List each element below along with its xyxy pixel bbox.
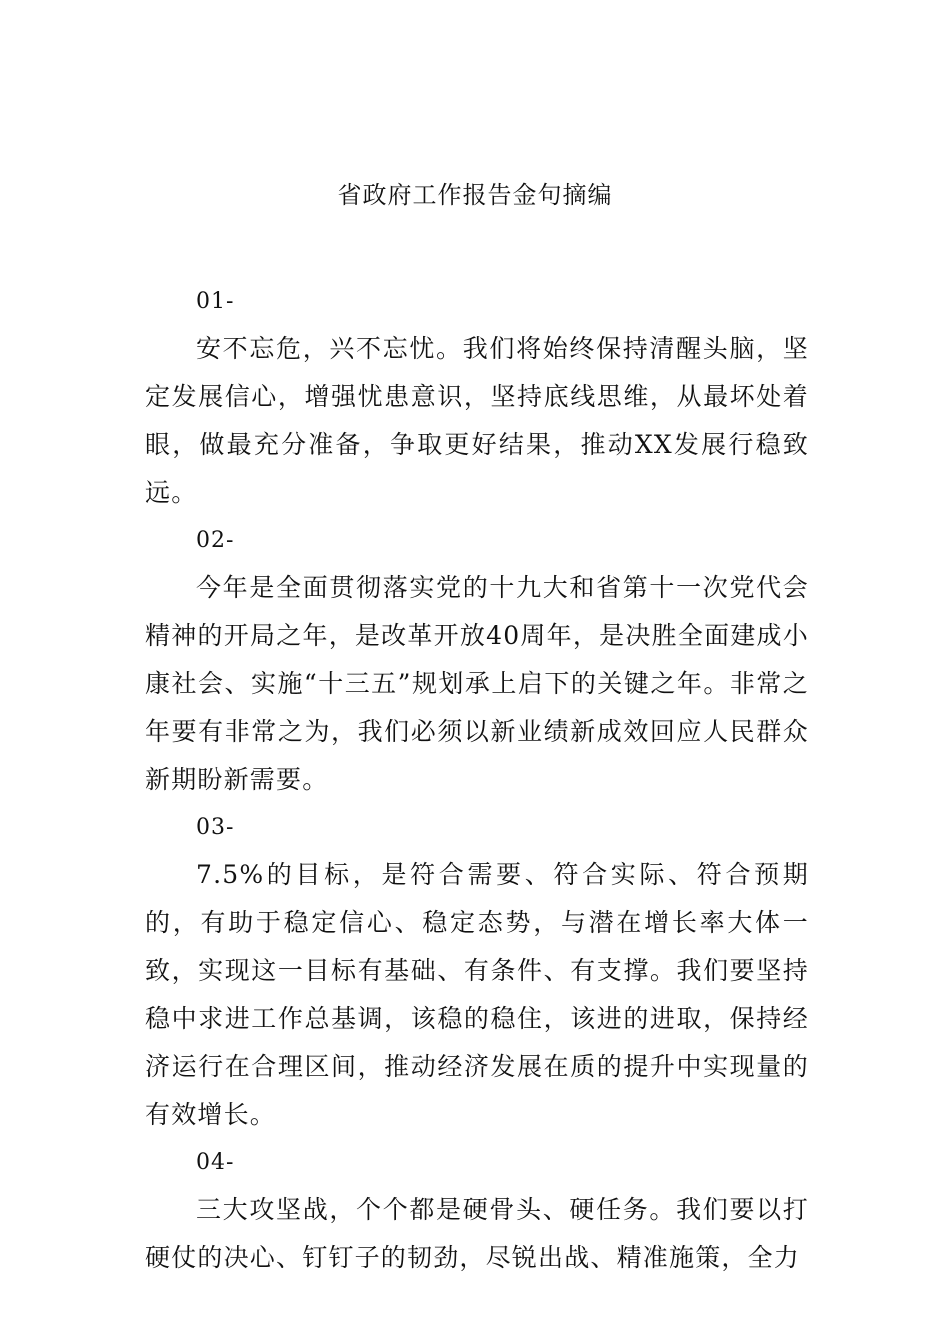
- section-03: [145, 804, 809, 1139]
- section-number: 04-: [196, 1150, 235, 1175]
- section-number: 03-: [196, 815, 235, 840]
- section-text: 安不忘危，兴不忘忧。我们将始终保持清醒头脑，坚定发展信心，增强忧患意识，坚持底线思维，从最坏处着眼，做最充分准备，争取更好结果，推动XX发展行稳致远。: [145, 334, 809, 507]
- section-02: [145, 517, 809, 804]
- document-title: 省政府工作报告金句摘编: [337, 181, 613, 209]
- section-text: 7.5%的目标，是符合需要、符合实际、符合预期的，有助于稳定信心、稳定态势，与潜在增长率大体一致，实现这一目标有基础、有条件、有支撑。我们要坚持稳中求进工作总基调，该稳的稳住，该进的进取，保持经济运行在合理区间，推动经济发展在质的提升中实现量的有效增长。: [145, 860, 809, 1129]
- section-text: 今年是全面贯彻落实党的十九大和省第十一次党代会精神的开局之年，是改革开放40周年，是决胜全面建成小康社会、实施“十三五”规划承上启下的关键之年。非常之年要有非常之为，我们必须以新业绩新成效回应人民群众新期盼新需要。: [145, 573, 809, 794]
- section-number: 01-: [196, 289, 235, 314]
- section-number: 02-: [196, 528, 235, 553]
- document-body: [145, 278, 809, 1282]
- section-01: [145, 278, 809, 517]
- section-text: 三大攻坚战，个个都是硬骨头、硬任务。我们要以打硬仗的决心、钉钉子的韧劲，尽锐出战、精准施策，全力: [145, 1195, 809, 1272]
- section-04: [145, 1139, 809, 1282]
